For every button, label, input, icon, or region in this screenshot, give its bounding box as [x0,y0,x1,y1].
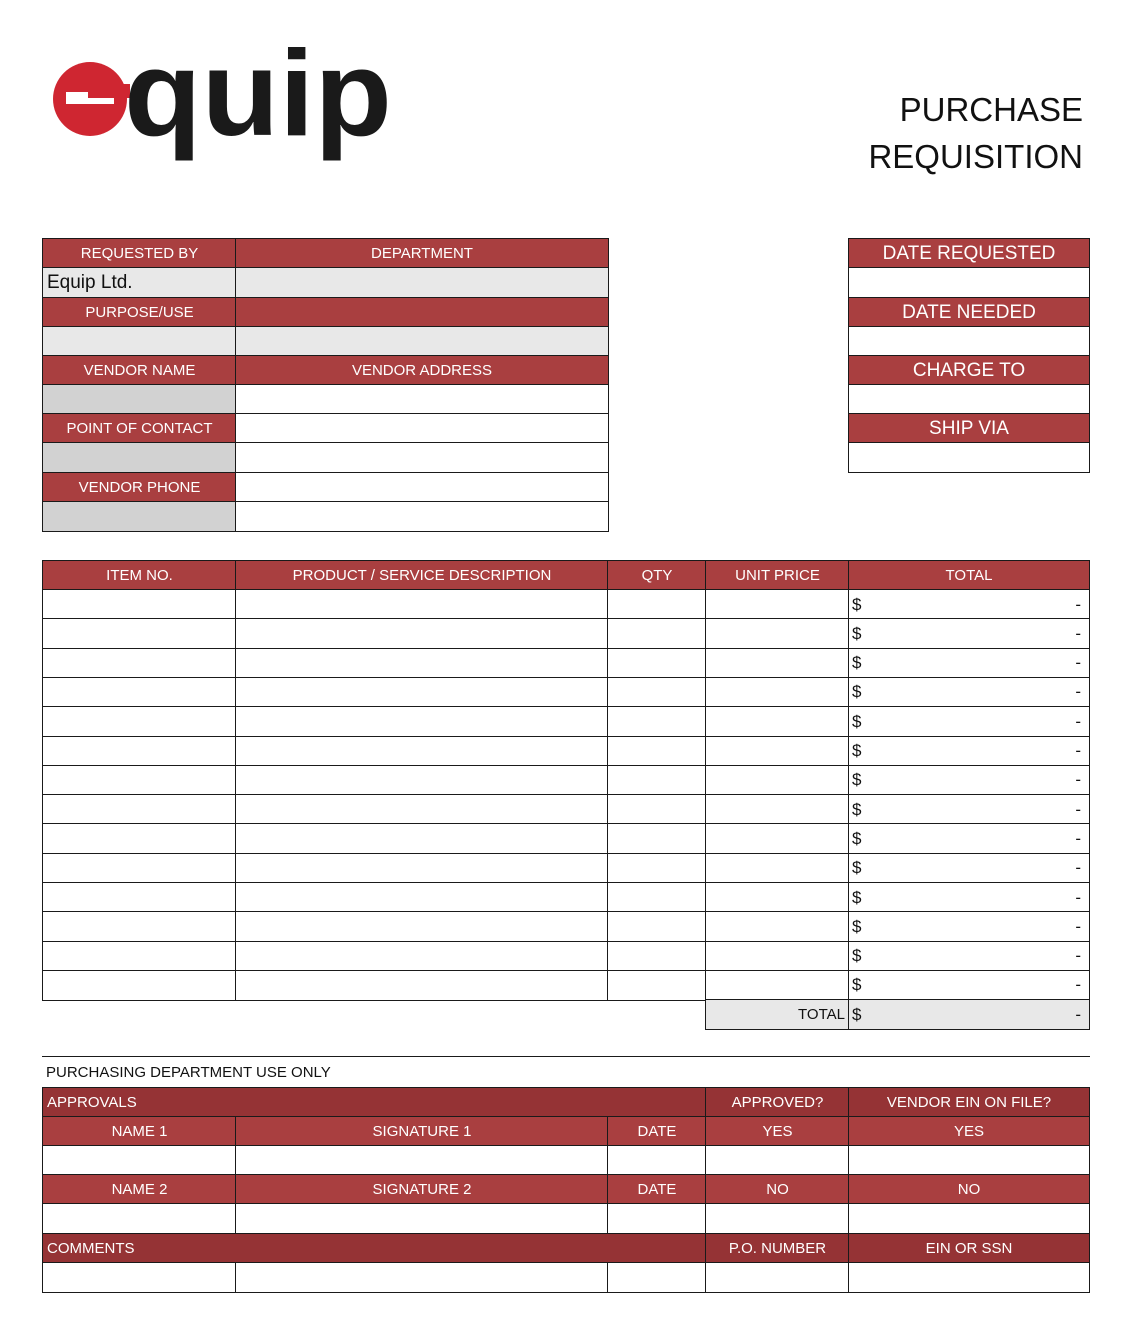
description-cell[interactable] [235,853,609,884]
item-no-cell[interactable] [42,736,237,767]
point-of-contact-header: POINT OF CONTACT [42,413,237,444]
qty-cell[interactable] [607,736,707,767]
item-no-column-header: ITEM NO. [42,560,237,591]
line-total-cell [848,911,1090,942]
qty-cell[interactable] [607,677,707,708]
department-field[interactable] [235,267,609,298]
item-no-cell[interactable] [42,941,237,972]
unit-price-column-header: UNIT PRICE [705,560,850,591]
item-no-cell[interactable] [42,589,237,620]
unit-price-cell[interactable] [705,706,850,737]
approved-header: APPROVED? [705,1087,850,1118]
approved-yes-header: YES [705,1116,850,1147]
qty-cell[interactable] [607,794,707,825]
date-requested-header: DATE REQUESTED [848,238,1090,269]
description-cell[interactable] [235,794,609,825]
currency-symbol: $ [852,828,862,848]
approved-no-header: NO [705,1174,850,1205]
vendor-address-line-3[interactable] [235,442,609,473]
purpose-field[interactable] [42,326,237,357]
date-1-field[interactable] [607,1145,707,1176]
unit-price-cell[interactable] [705,970,850,1001]
vendor-name-field[interactable] [42,384,237,415]
approvals-header: APPROVALS [42,1087,707,1118]
description-cell[interactable] [235,706,609,737]
point-of-contact-field[interactable] [42,442,237,473]
description-cell[interactable] [235,765,609,796]
line-total-cell [848,618,1090,649]
grand-total-value [848,999,1090,1030]
unit-price-cell[interactable] [705,736,850,767]
currency-symbol: $ [852,799,862,819]
signature-2-field[interactable] [235,1203,609,1234]
line-total-cell [848,648,1090,679]
line-total-cell [848,677,1090,708]
signature-2-header: SIGNATURE 2 [235,1174,609,1205]
description-cell[interactable] [235,648,609,679]
line-total-amount: - [1075,711,1081,731]
item-no-cell[interactable] [42,882,237,913]
line-total-cell [848,765,1090,796]
item-no-cell[interactable] [42,970,237,1001]
qty-cell[interactable] [607,823,707,854]
name-1-field[interactable] [42,1145,237,1176]
line-total-cell [848,706,1090,737]
unit-price-cell[interactable] [705,941,850,972]
equip-logo [52,30,397,172]
signature-1-field[interactable] [235,1145,609,1176]
item-no-cell[interactable] [42,648,237,679]
currency-symbol: $ [852,1004,862,1024]
date-1-header: DATE [607,1116,707,1147]
line-total-amount: - [1075,623,1081,643]
date-requested-field[interactable] [848,267,1090,298]
purpose-header: PURPOSE/USE [42,297,237,328]
line-total-amount: - [1075,682,1081,702]
line-total-amount: - [1075,828,1081,848]
qty-cell[interactable] [607,853,707,884]
currency-symbol: $ [852,594,862,614]
description-cell[interactable] [235,823,609,854]
date-2-header: DATE [607,1174,707,1205]
qty-cell[interactable] [607,765,707,796]
currency-symbol: $ [852,916,862,936]
description-column-header: PRODUCT / SERVICE DESCRIPTION [235,560,609,591]
currency-symbol: $ [852,682,862,702]
unit-price-cell[interactable] [705,794,850,825]
date-needed-field[interactable] [848,326,1090,357]
date-2-field[interactable] [607,1203,707,1234]
description-cell[interactable] [235,882,609,913]
comments-header: COMMENTS [42,1233,707,1264]
vendor-address-line-2[interactable] [235,413,609,444]
charge-to-field[interactable] [848,384,1090,415]
name-1-header: NAME 1 [42,1116,237,1147]
currency-symbol: $ [852,887,862,907]
line-total-cell [848,941,1090,972]
po-number-header: P.O. NUMBER [705,1233,850,1264]
line-total-cell [848,882,1090,913]
vendor-address-line-1[interactable] [235,384,609,415]
unit-price-cell[interactable] [705,618,850,649]
unit-price-cell[interactable] [705,853,850,884]
vendor-phone-header: VENDOR PHONE [42,472,237,503]
page-title [868,86,1083,180]
qty-cell[interactable] [607,589,707,620]
section-divider [42,1056,1090,1057]
unit-price-cell[interactable] [705,882,850,913]
description-cell[interactable] [235,618,609,649]
line-total-cell [848,736,1090,767]
charge-to-header: CHARGE TO [848,355,1090,386]
qty-cell[interactable] [607,911,707,942]
requested-by-field[interactable]: Equip Ltd. [42,267,237,298]
ein-no-field[interactable] [848,1203,1090,1234]
ship-via-header: SHIP VIA [848,413,1090,444]
purpose-header-extension [235,297,609,328]
line-total-cell [848,970,1090,1001]
ein-ssn-field[interactable] [848,1262,1090,1293]
approved-yes-field[interactable] [705,1145,850,1176]
purpose-field-extension[interactable] [235,326,609,357]
total-column-header: TOTAL [848,560,1090,591]
item-no-cell[interactable] [42,765,237,796]
description-cell[interactable] [235,677,609,708]
purchasing-section-title: PURCHASING DEPARTMENT USE ONLY [46,1064,331,1081]
currency-symbol: $ [852,623,862,643]
line-total-cell [848,794,1090,825]
description-cell[interactable] [235,941,609,972]
vendor-address-line-5[interactable] [235,501,609,532]
line-total-amount: - [1075,858,1081,878]
vendor-address-header: VENDOR ADDRESS [235,355,609,386]
vendor-address-line-4[interactable] [235,472,609,503]
po-number-field[interactable] [705,1262,850,1293]
qty-cell[interactable] [607,882,707,913]
item-no-cell[interactable] [42,706,237,737]
ein-yes-field[interactable] [848,1145,1090,1176]
approved-no-field[interactable] [705,1203,850,1234]
description-cell[interactable] [235,589,609,620]
qty-cell[interactable] [607,648,707,679]
currency-symbol: $ [852,975,862,995]
line-total-cell [848,853,1090,884]
line-total-amount: - [1075,770,1081,790]
line-total-amount: - [1075,887,1081,907]
title-line-1: PURCHASE [899,91,1083,128]
currency-symbol: $ [852,946,862,966]
unit-price-cell[interactable] [705,677,850,708]
comments-field-extension[interactable] [235,1262,609,1293]
line-total-amount: - [1075,594,1081,614]
grand-total-amount: - [1075,1004,1081,1024]
line-total-cell [848,823,1090,854]
logo-wordmark: quip [124,30,392,161]
line-total-amount: - [1075,916,1081,936]
requested-by-header: REQUESTED BY [42,238,237,269]
unit-price-cell[interactable] [705,765,850,796]
name-2-header: NAME 2 [42,1174,237,1205]
line-total-amount: - [1075,946,1081,966]
line-total-amount: - [1075,653,1081,673]
date-needed-header: DATE NEEDED [848,297,1090,328]
line-total-amount: - [1075,741,1081,760]
comments-field-extension-2[interactable] [607,1262,707,1293]
currency-symbol: $ [852,653,862,673]
line-total-cell [848,589,1090,620]
vendor-name-header: VENDOR NAME [42,355,237,386]
comments-field[interactable] [42,1262,237,1293]
unit-price-cell[interactable] [705,823,850,854]
qty-column-header: QTY [607,560,707,591]
line-total-amount: - [1075,799,1081,819]
qty-cell[interactable] [607,706,707,737]
description-cell[interactable] [235,970,609,1001]
title-line-2: REQUISITION [868,138,1083,175]
qty-cell[interactable] [607,941,707,972]
currency-symbol: $ [852,770,862,790]
item-no-cell[interactable] [42,618,237,649]
ship-via-field[interactable] [848,442,1090,473]
signature-1-header: SIGNATURE 1 [235,1116,609,1147]
ein-no-header: NO [848,1174,1090,1205]
item-no-cell[interactable] [42,853,237,884]
item-no-cell[interactable] [42,794,237,825]
department-header: DEPARTMENT [235,238,609,269]
ein-ssn-header: EIN OR SSN [848,1233,1090,1264]
ein-yes-header: YES [848,1116,1090,1147]
currency-symbol: $ [852,741,862,760]
qty-cell[interactable] [607,618,707,649]
unit-price-cell[interactable] [705,648,850,679]
qty-cell[interactable] [607,970,707,1001]
vendor-ein-header: VENDOR EIN ON FILE? [848,1087,1090,1118]
description-cell[interactable] [235,911,609,942]
name-2-field[interactable] [42,1203,237,1234]
line-total-amount: - [1075,975,1081,995]
vendor-phone-field[interactable] [42,501,237,532]
unit-price-cell[interactable] [705,911,850,942]
currency-symbol: $ [852,711,862,731]
grand-total-label: TOTAL [705,999,850,1030]
item-no-cell[interactable] [42,823,237,854]
unit-price-cell[interactable] [705,589,850,620]
item-no-cell[interactable] [42,677,237,708]
description-cell[interactable] [235,736,609,767]
currency-symbol: $ [852,858,862,878]
item-no-cell[interactable] [42,911,237,942]
